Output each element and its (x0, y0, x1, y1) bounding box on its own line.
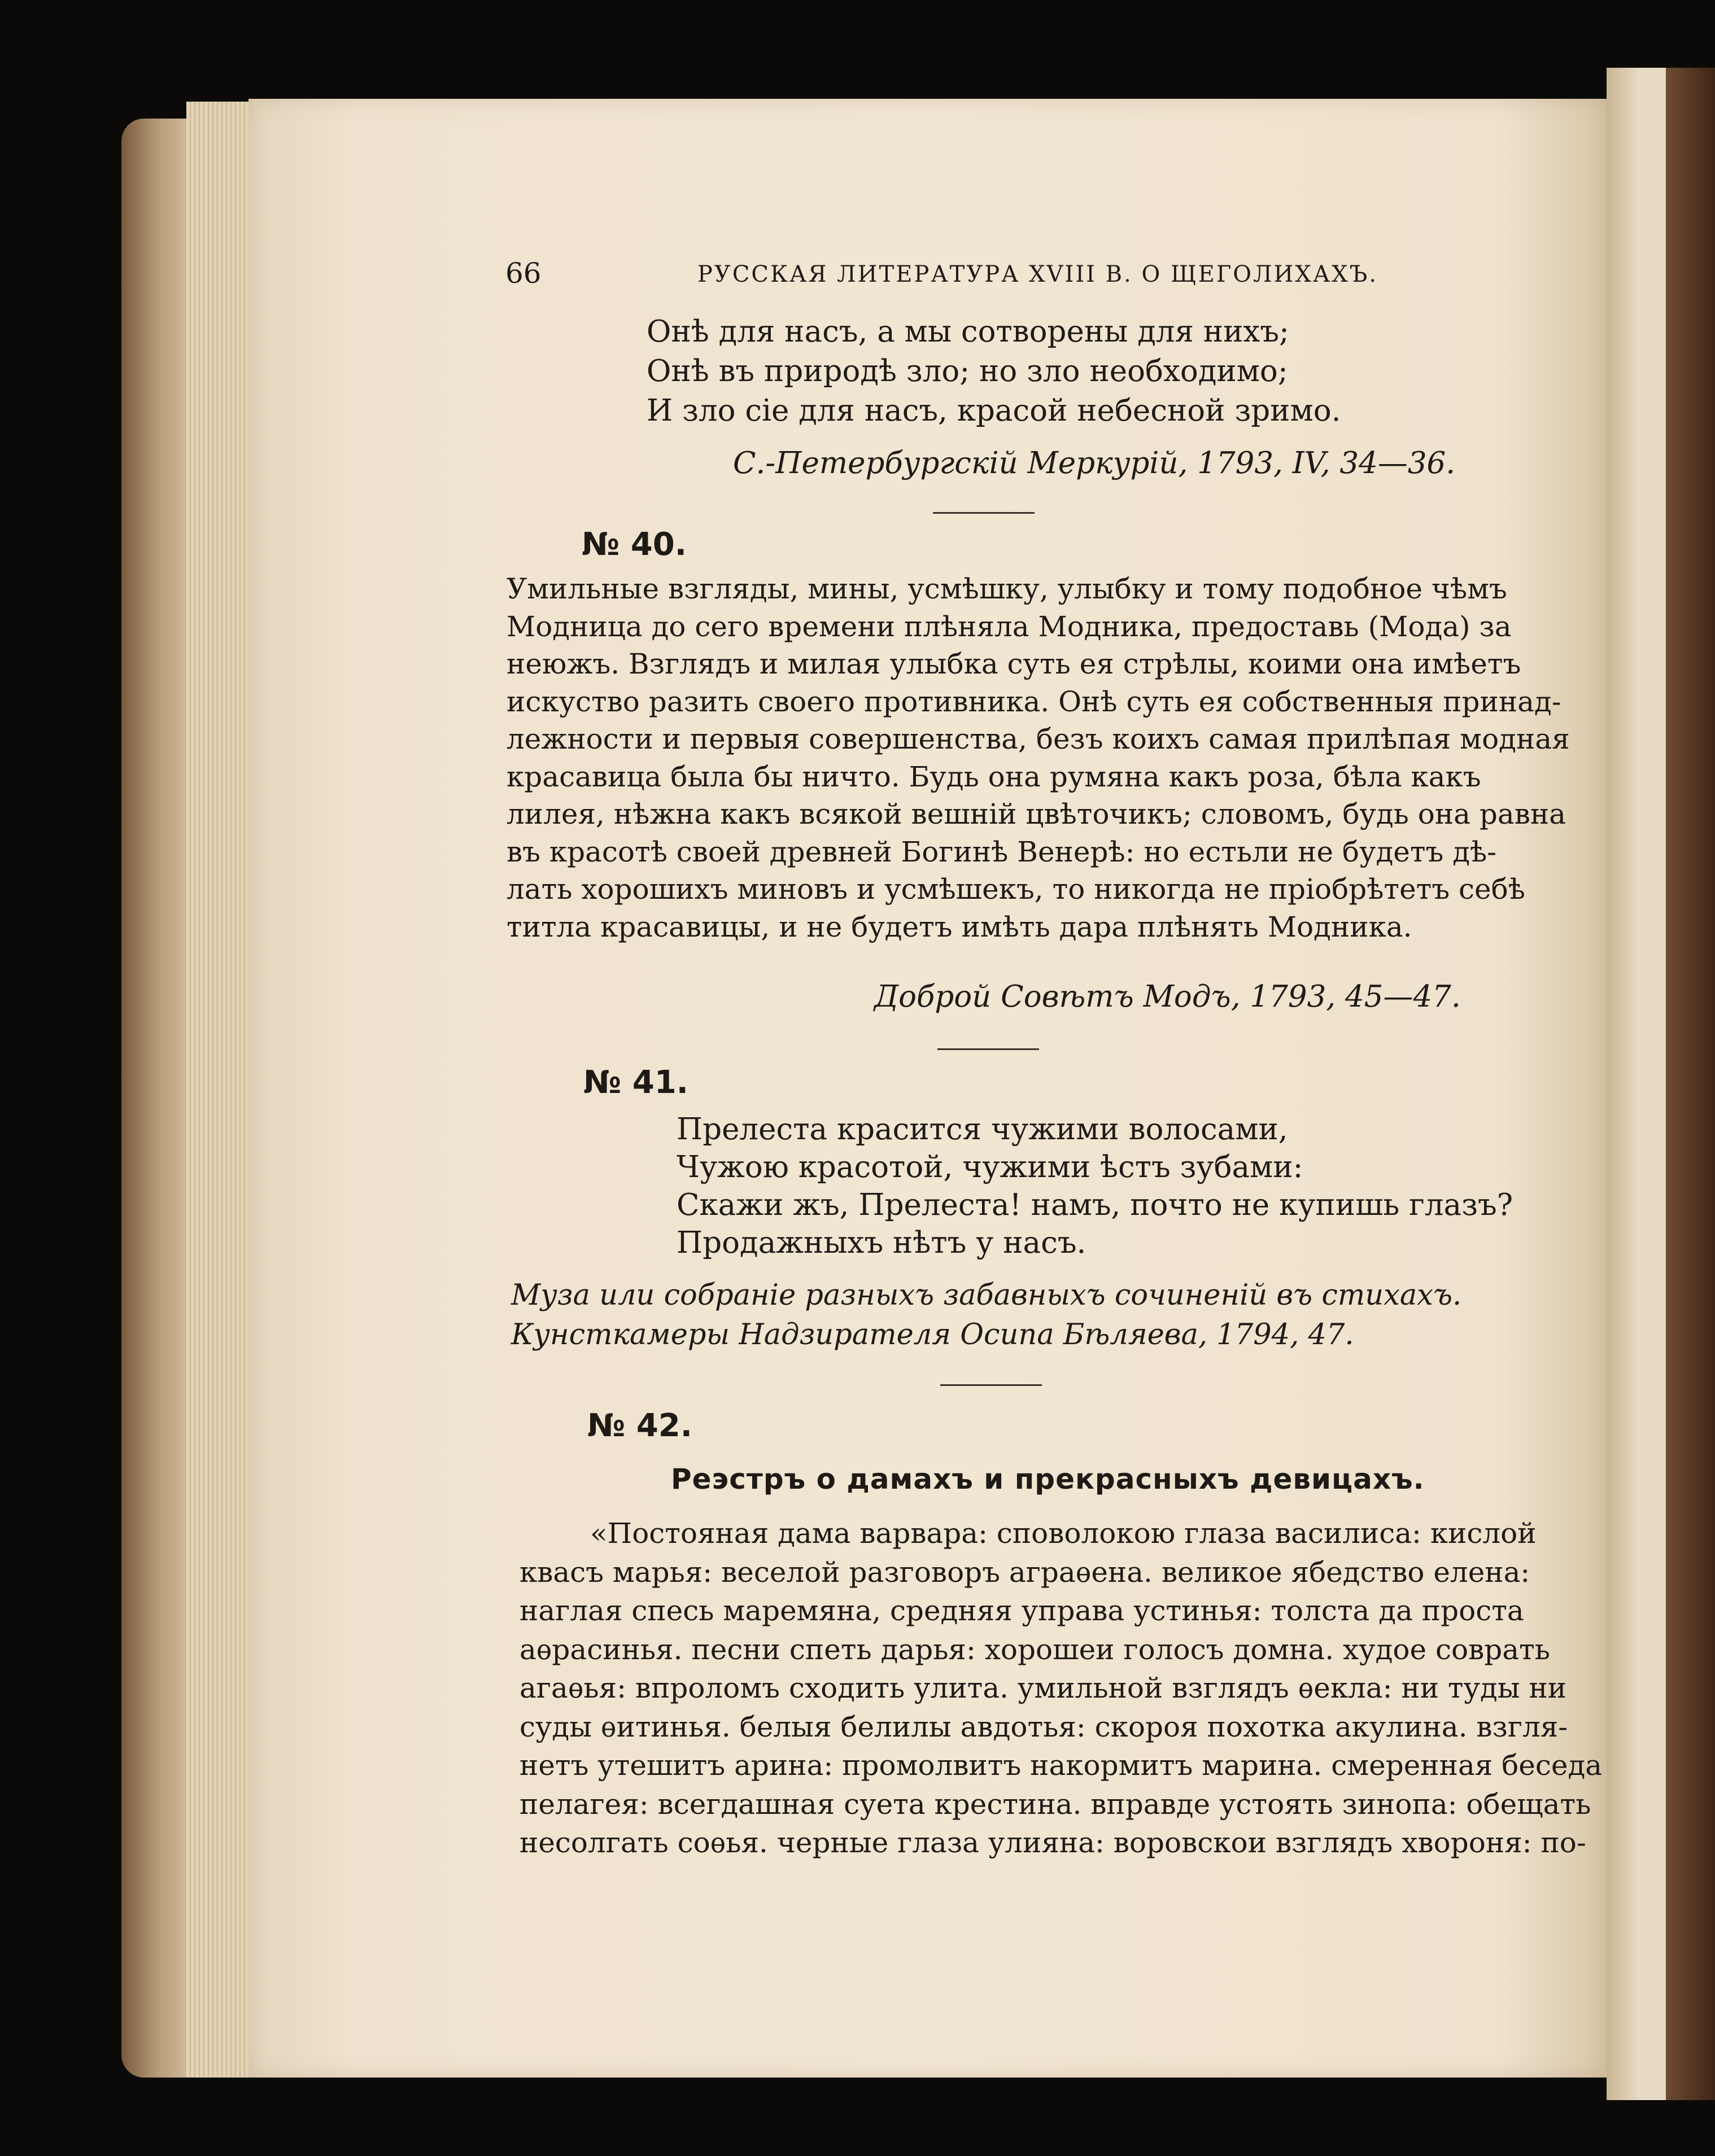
prose-line: неюжъ. Взглядъ и милая улыбка суть ея стрѣлы, коими она имѣетъ (507, 648, 1521, 680)
prose-line: квасъ марья: веселой разговоръ аграѳена. великое ябедство елена: (520, 1555, 1530, 1589)
prose-line: агаѳья: впроломъ сходить улита. умильной взглядъ ѳекла: ни туды ни (520, 1672, 1567, 1704)
verse-line: Прелеста красится чужими волосами, (677, 1112, 1288, 1147)
source-citation: Доброй Совѣтъ Модъ, 1793, 45—47. (874, 979, 1461, 1014)
entry-42-text (520, 1514, 1603, 1862)
prose-line: несолгать соѳья. черные глаза улияна: воровскои взглядъ хвороня: по- (520, 1826, 1586, 1859)
section-divider (933, 512, 1035, 514)
entry-title: Реэстръ о дамахъ и прекрасныхъ девицахъ. (671, 1463, 1425, 1495)
prose-line: лать хорошихъ миновъ и усмѣшекъ, то никогда не пріобрѣтетъ себѣ (507, 873, 1525, 906)
book-cover (1666, 68, 1715, 2100)
page-number: 66 (505, 257, 542, 290)
section-divider (937, 1048, 1039, 1050)
verse-line: И зло сіе для насъ, красой небесной зримо. (647, 393, 1341, 428)
running-title: РУССКАЯ ЛИТЕРАТУРА XVIII В. О ЩЕГОЛИХАХЪ. (697, 261, 1378, 287)
source-citation: С.-Петербургскій Меркурій, 1793, IV, 34—36. (733, 446, 1456, 480)
prose-line: аѳрасинья. песни спеть дарья: хорошеи голосъ домна. худое соврать (520, 1633, 1550, 1666)
verse-line: Онѣ для насъ, а мы сотворены для нихъ; (647, 314, 1289, 349)
prose-line: красавица была бы ничто. Будь она румяна какъ роза, бѣла какъ (507, 760, 1481, 793)
prose-line: наглая спесь маремяна, средняя управа устинья: толста да проста (520, 1594, 1524, 1627)
verse-line: Продажныхъ нѣтъ у насъ. (677, 1226, 1086, 1260)
entry-heading: № 40. (582, 526, 687, 563)
prose-line: искуство разить своего противника. Онѣ суть ея собственныя принад- (507, 685, 1561, 718)
prose-line: суды ѳитинья. белыя белилы авдотья: скороя похотка акулина. взгля- (520, 1710, 1568, 1743)
prose-line: нетъ утешитъ арина: промолвитъ накормитъ марина. смеренная беседа (520, 1749, 1603, 1782)
source-citation: Муза или собраніе разныхъ забавныхъ сочиненій въ стихахъ. (511, 1279, 1462, 1312)
entry-40-text (507, 570, 1570, 946)
prose-line: титла красавицы, и не будетъ имѣть дара плѣнять Модника. (507, 910, 1412, 943)
source-citation: Кунсткамеры Надзирателя Осипа Бѣляева, 1794, 47. (511, 1318, 1354, 1352)
verse-line: Чужою красотой, чужими ѣстъ зубами: (677, 1150, 1303, 1184)
verse-line: Скажи жъ, Прелеста! намъ, почто не купишь глазъ? (677, 1188, 1513, 1222)
section-divider (940, 1384, 1042, 1386)
prose-line: лежности и первыя совершенства, безъ коихъ самая прилѣпая модная (507, 723, 1570, 755)
verse-line: Онѣ въ природѣ зло; но зло необходимо; (647, 354, 1288, 388)
prose-line: въ красотѣ своей древней Богинѣ Венерѣ: но естьли не будетъ дѣ- (507, 835, 1497, 868)
entry-heading: № 42. (587, 1407, 693, 1444)
prose-line: Модница до сего времени плѣняла Модника, предоставь (Мода) за (507, 610, 1512, 643)
prose-line: Умильные взгляды, мины, усмѣшку, улыбку и тому подобное чѣмъ (507, 572, 1507, 605)
prose-line: пелагея: всегдашная суета крестина. вправде устоять зинопа: обещать (520, 1787, 1591, 1821)
prose-line: «Постояная дама варвара: споволокою глаза василиса: кислой (590, 1517, 1537, 1550)
entry-heading: № 41. (583, 1064, 689, 1101)
prose-line: лилея, нѣжна какъ всякой вешній цвѣточикъ; словомъ, будь она равна (507, 798, 1566, 830)
